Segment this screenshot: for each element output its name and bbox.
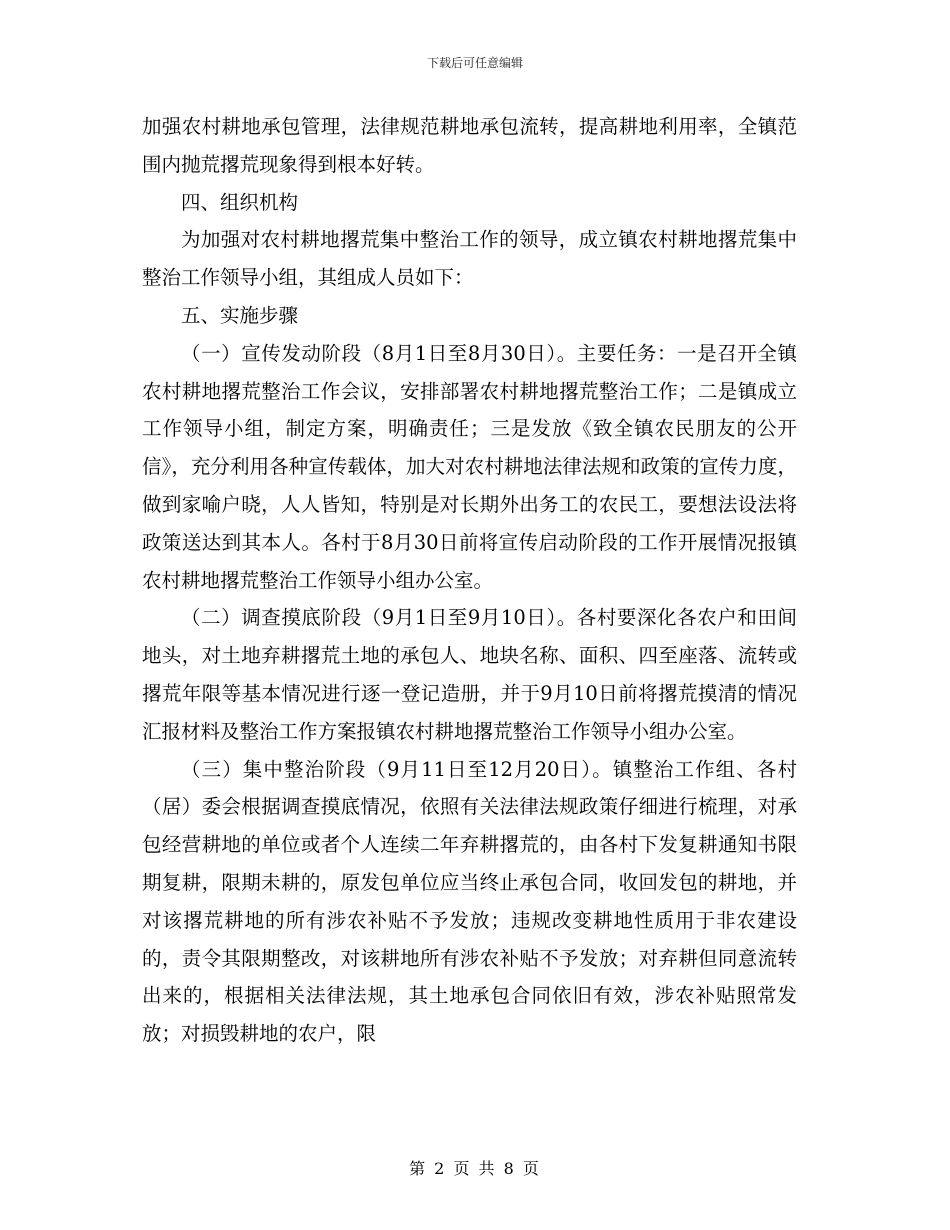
paragraph-organization: 为加强对农村耕地撂荒集中整治工作的领导，成立镇农村耕地撂荒集中整治工作领导小组，其组成人员如下： [142, 228, 797, 290]
page-header: 下载后可任意编辑 [426, 56, 523, 70]
page-footer: 第 2 页 共 8 页 [409, 1159, 541, 1178]
document-body [142, 108, 797, 1053]
paragraph-continuation: 加强农村耕地承包管理，法律规范耕地承包流转，提高耕地利用率，全镇范围内抛荒撂荒现象得到根本好转。 [142, 115, 797, 176]
paragraph-step-3: （三）集中整治阶段（9月11日至12月20日）。镇整治工作组、各村（居）委会根据调查摸底情况，依照有关法律法规政策仔细进行梳理，对承包经营耕地的单位或者个人连续二年弃耕撂荒的，由各村下发复耕通知书限期复耕，限期未耕的，原发包单位应当终止承包合同，收回发包的耕地，并对该撂荒耕地的所有涉农补贴不予发放；违规改变耕地性质用于非农建设的，责令其限期整改，对该耕地所有涉农补贴不予发放；对弃耕但同意流转出来的，根据相关法律法规，其土地承包合同依旧有效，涉农补贴照常发放；对损毁耕地的农户，限 [142, 757, 797, 1046]
section-heading-steps: 五、实施步骤 [181, 303, 299, 327]
paragraph-step-1: （一）宣传发动阶段（8月1日至8月30日）。主要任务：一是召开全镇农村耕地撂荒整治工作会议，安排部署农村耕地撂荒整治工作；二是镇成立工作领导小组，制定方案，明确责任；三是发放《致全镇农民朋友的公开信》，充分利用各种宣传载体，加大对农村耕地法律法规和政策的宣传力度，做到家喻户晓，人人皆知，特别是对长期外出务工的农民工，要想法设法将政策送达到其本人。各村于8月30日前将宣传启动阶段的工作开展情况报镇农村耕地撂荒整治工作领导小组办公室。 [142, 341, 797, 592]
paragraph-step-2: （二）调查摸底阶段（9月1日至9月10日）。各村要深化各农户和田间地头，对土地弃耕撂荒土地的承包人、地块名称、面积、四至座落、流转或撂荒年限等基本情况进行逐一登记造册，并于9月10日前将撂荒摸清的情况汇报材料及整治工作方案报镇农村耕地撂荒整治工作领导小组办公室。 [142, 606, 797, 743]
section-heading-organization: 四、组织机构 [181, 190, 299, 214]
